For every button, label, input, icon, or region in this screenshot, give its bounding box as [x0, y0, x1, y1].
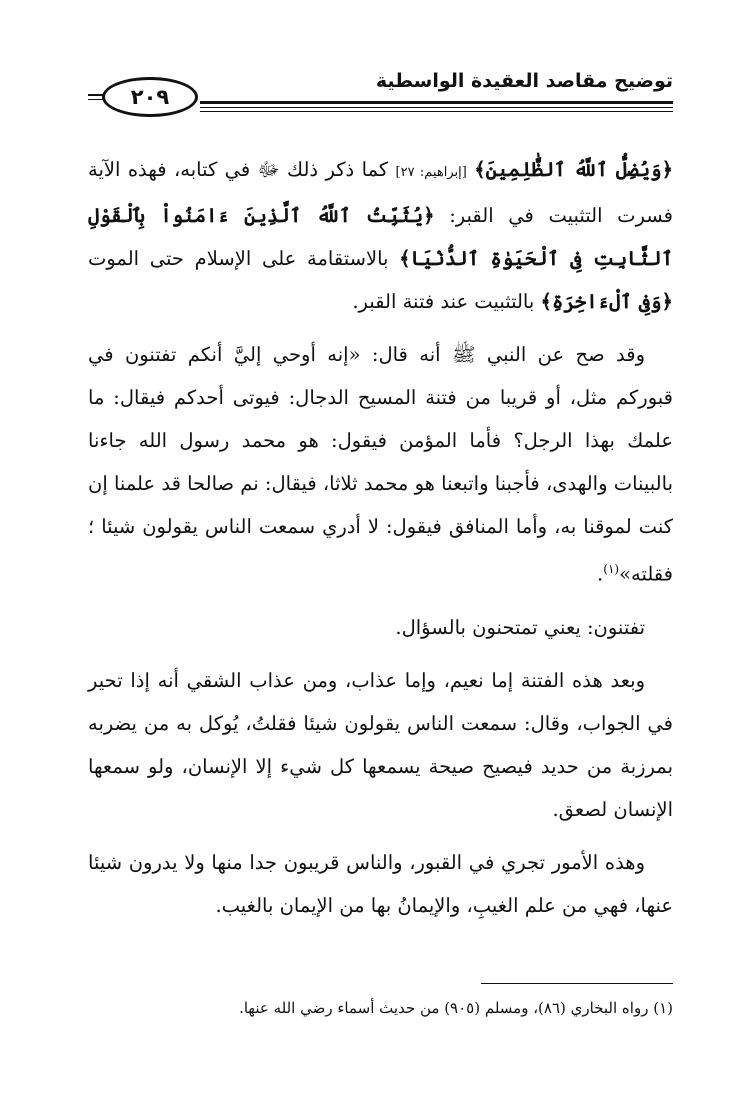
verse-reference: [إبراهيم: ٢٧] [395, 165, 467, 180]
paragraph: تفتنون: يعني تمتحنون بالسؤال. [395, 615, 645, 639]
paragraph [88, 333, 673, 596]
book-title: توضيح مقاصد العقيدة الواسطية [375, 70, 673, 92]
quran-verse: ﴿وَيُضِلُّ ٱللَّهُ ٱلظَّٰلِمِينَ﴾ [474, 158, 674, 181]
header-rule [200, 101, 673, 104]
page-body [88, 148, 673, 937]
paragraph-text: بالاستقامة على الإسلام حتى الموت [88, 247, 389, 270]
page-header [88, 66, 673, 128]
page-number: ٢٠٩ [102, 77, 198, 117]
footnote: (١) رواه البخاري (٨٦)، ومسلم (٩٠٥) من حديث أسماء رضي الله عنها. [239, 999, 673, 1017]
hadith-text: وقد صح عن النبي ﷺ أنه قال: «إنه أوحي إليَّ أنكم تفتنون في قبوركم مثل، أو قريبا من فتنة المسيح الدجال: فيوتى أحدكم فيقال: ما علمك بهذا الرجل؟ فأما المؤمن فيقول: هو محمد رسول الله جاءنا بالبينات والهدى، فأجبنا واتبعنا هو محمد ثلاثا، فيقال: نم صالحا قد علمنا إن كنت لموقنا به، وأما المنافق فيقول: لا أدري سمعت الناس يقولون شيئا ؛ فقلته» [88, 343, 673, 586]
footnote-separator [481, 983, 673, 984]
paragraph-end: . [597, 562, 604, 586]
paragraph: وهذه الأمور تجري في القبور، والناس قريبون جدا منها ولا يدرون شيئا عنها، فهي من علم الغيبِ، والإيمانُ بها من الإيمان بالغيب. [88, 850, 673, 917]
quran-verse: ﴿يُثَبِّتُ ٱللَّهُ ٱلَّذِينَ ءَامَنُواْ بِٱلْقَوْلِ ٱلثَّابِتِ فِى ٱلْحَيَوٰةِ ٱلدُّنْيَا﴾ [88, 204, 673, 270]
paragraph [88, 148, 673, 323]
quran-verse: ﴿وَفِى ٱلْءَاخِرَةِ﴾ [540, 290, 673, 313]
paragraph: وبعد هذه الفتنة إما نعيم، وإما عذاب، ومن عذاب الشقي أنه إذا تحير في الجواب، وقال: سمعت الناس يقولون شيئا فقلتُ، يُوكل به من يضربه بمرزبة من حديد فيصيح صيحة يسمعها كل شيء إلا الإنسان، ولو سمعها الإنسان لصعق. [88, 668, 673, 821]
footnote-marker[interactable]: (١) [603, 562, 620, 576]
header-rule [200, 107, 673, 108]
paragraph-text: بالتثبيت عند فتنة القبر. [352, 290, 535, 313]
header-rule [200, 111, 673, 112]
paragraph-text: كما ذكر ذلك ﷻ في كتابه، فهذه الآية فسرت التثبيت في القبر: [88, 158, 673, 227]
